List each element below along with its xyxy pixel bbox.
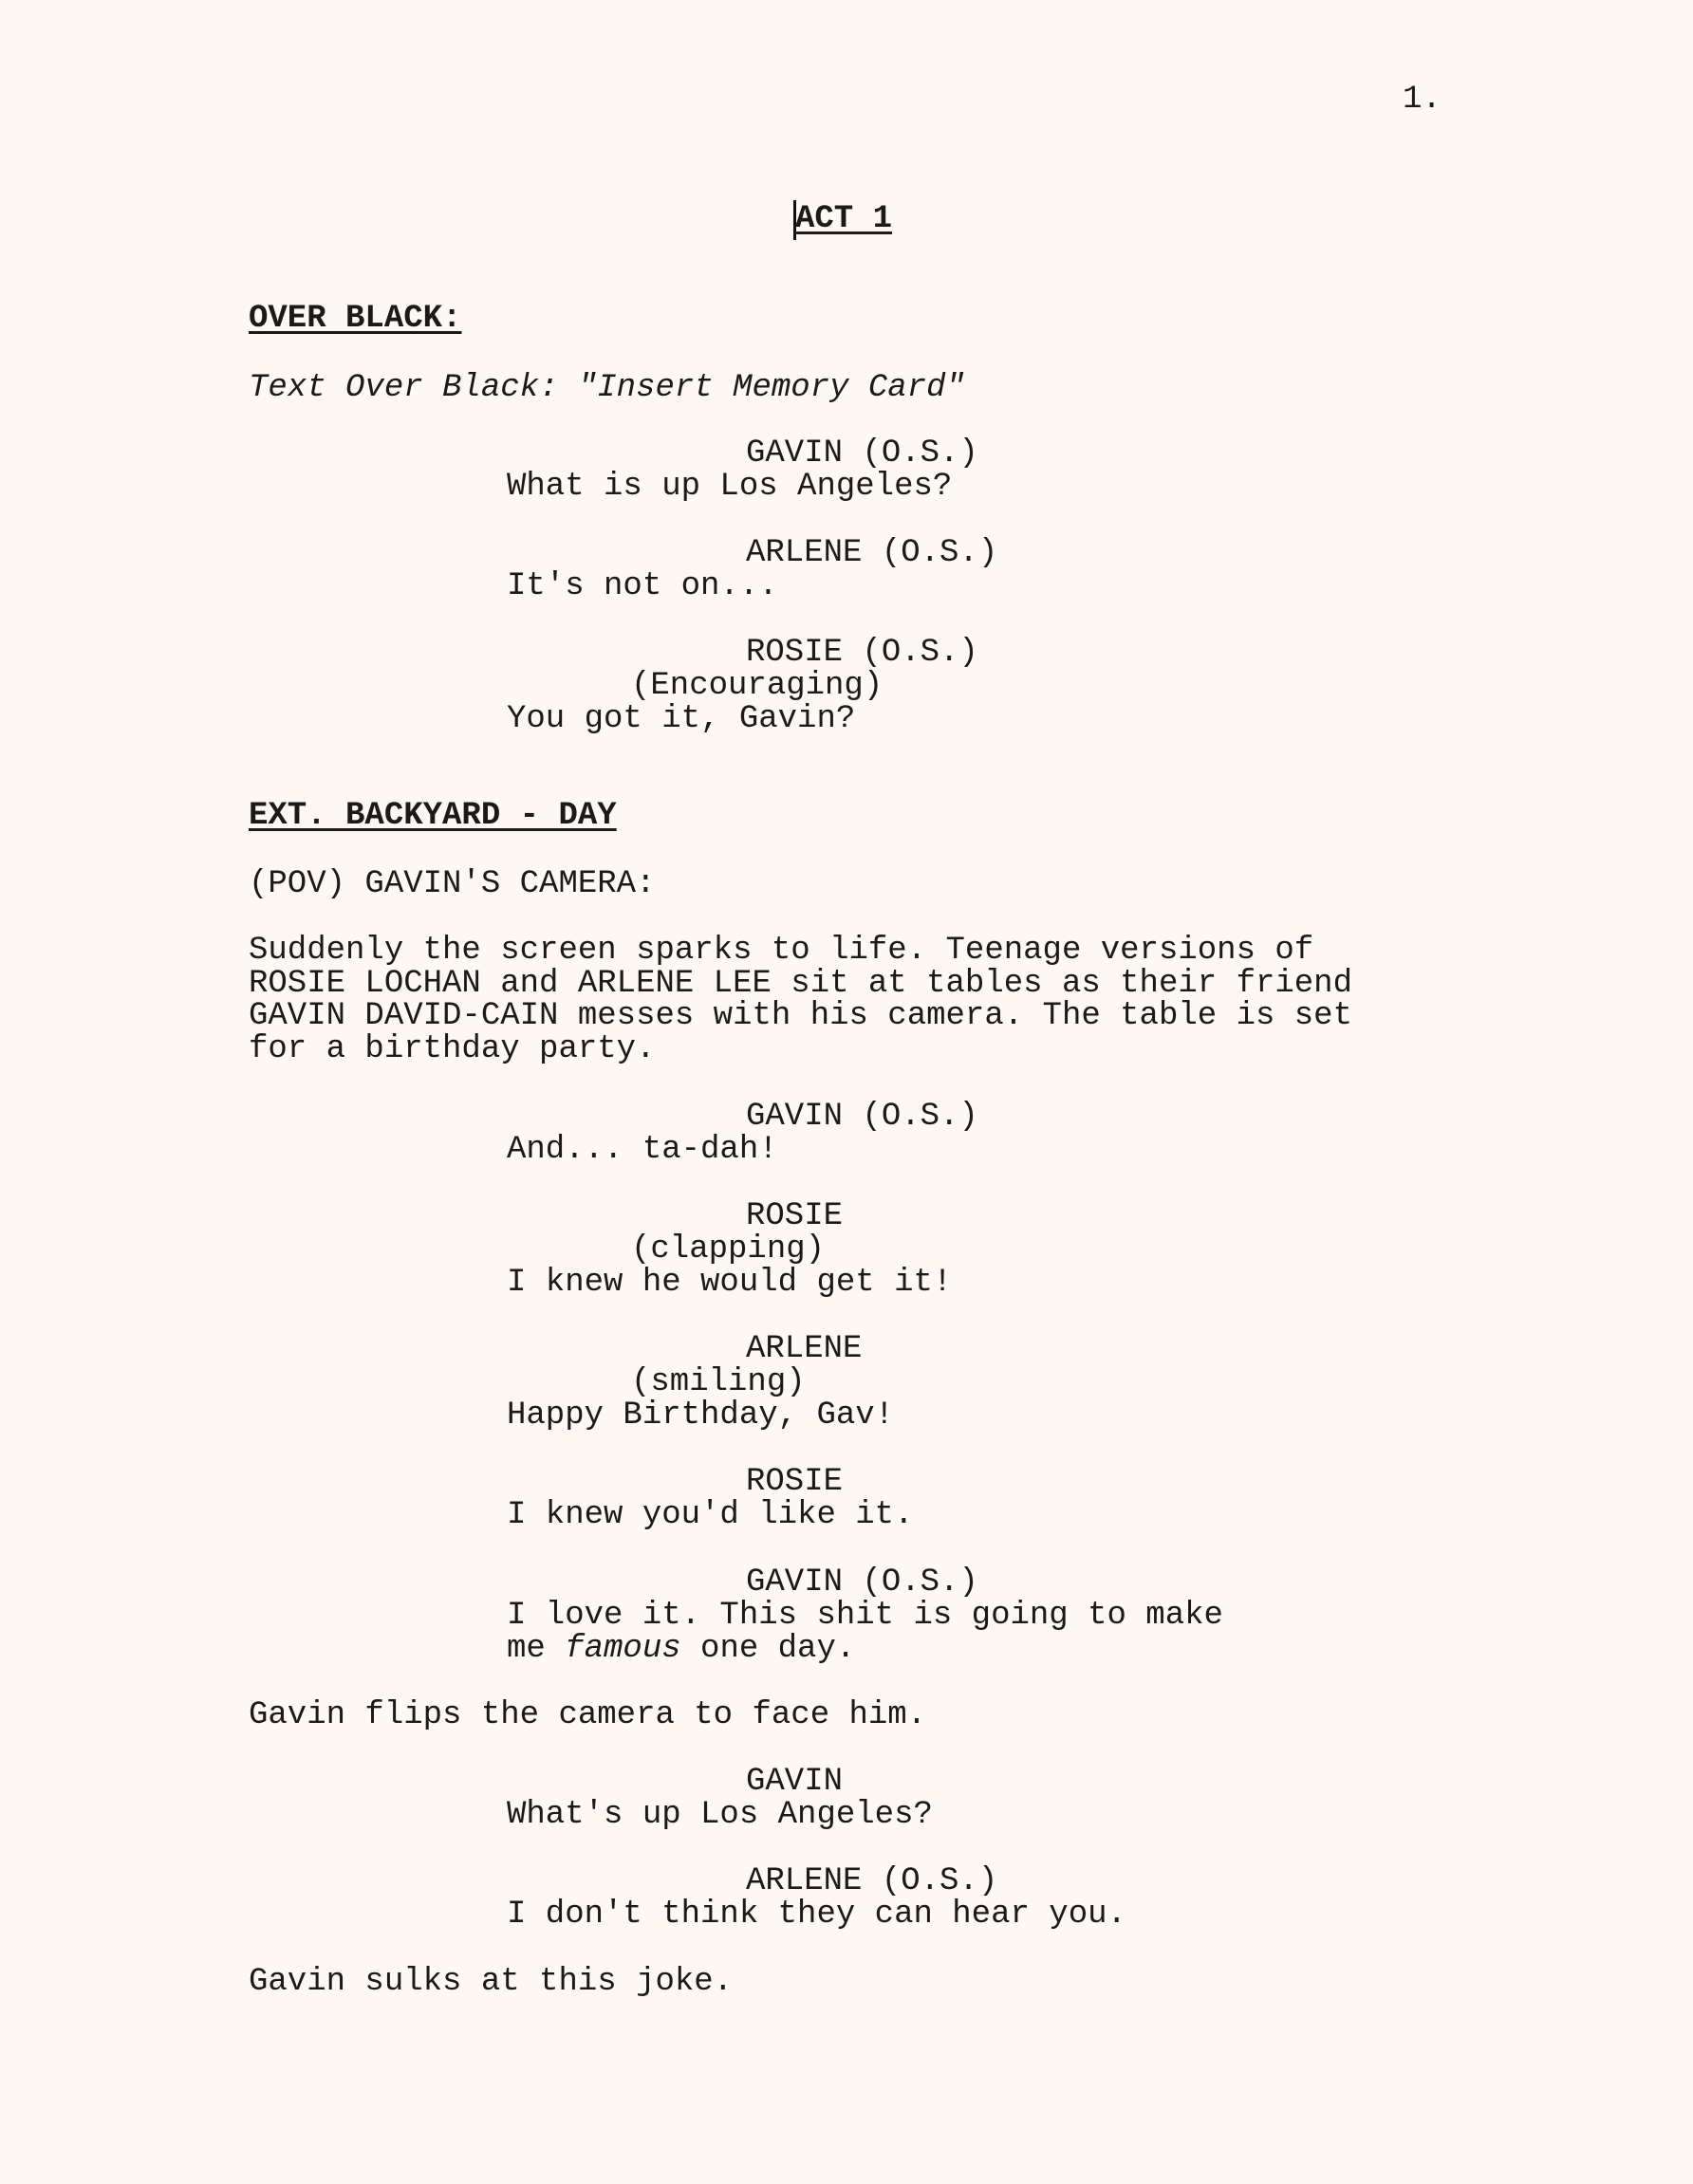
dialogue-text: one day. [680, 1631, 856, 1667]
dialogue-line[interactable]: I love it. This shit is going to make [507, 1598, 1223, 1634]
parenthetical[interactable]: (smiling) [631, 1364, 806, 1400]
dialogue-line[interactable]: I knew you'd like it. [507, 1497, 914, 1533]
page-number: 1. [1403, 82, 1442, 118]
character-name[interactable]: GAVIN (O.S.) [746, 1564, 978, 1601]
scene-heading-over-black[interactable]: OVER BLACK: [249, 301, 462, 337]
dialogue-line[interactable]: Happy Birthday, Gav! [507, 1397, 895, 1434]
character-name[interactable]: ROSIE [746, 1198, 844, 1234]
act-title[interactable]: ACT 1 [795, 201, 893, 237]
dialogue-line[interactable]: You got it, Gavin? [507, 701, 856, 737]
parenthetical[interactable]: (clapping) [631, 1231, 826, 1268]
character-name[interactable]: ROSIE [746, 1464, 844, 1500]
action-line[interactable]: Suddenly the screen sparks to life. Teenage versions of [249, 933, 1314, 969]
character-name[interactable]: GAVIN (O.S.) [746, 435, 978, 472]
dialogue-line[interactable]: What is up Los Angeles? [507, 469, 953, 505]
action-line[interactable]: Gavin flips the camera to face him. [249, 1697, 927, 1733]
action-pov[interactable]: (POV) GAVIN'S CAMERA: [249, 866, 656, 902]
dialogue-line[interactable]: I knew he would get it! [507, 1265, 953, 1301]
character-name[interactable]: ARLENE (O.S.) [746, 535, 998, 571]
character-name[interactable]: GAVIN (O.S.) [746, 1099, 978, 1135]
character-name[interactable]: GAVIN [746, 1764, 844, 1800]
dialogue-line[interactable]: I don't think they can hear you. [507, 1897, 1126, 1933]
action-line[interactable]: for a birthday party. [249, 1031, 656, 1067]
dialogue-line[interactable]: What's up Los Angeles? [507, 1797, 933, 1833]
character-name[interactable]: ARLENE (O.S.) [746, 1863, 998, 1899]
character-name[interactable]: ARLENE [746, 1331, 863, 1367]
action-line[interactable]: Gavin sulks at this joke. [249, 1964, 734, 2000]
action-line[interactable]: GAVIN DAVID-CAIN messes with his camera. The table is set [249, 998, 1352, 1034]
dialogue-text: me [507, 1631, 566, 1667]
character-name[interactable]: ROSIE (O.S.) [746, 635, 978, 671]
action-line[interactable]: ROSIE LOCHAN and ARLENE LEE sit at tables as their friend [249, 966, 1352, 1002]
scene-heading-backyard[interactable]: EXT. BACKYARD - DAY [249, 798, 617, 834]
parenthetical[interactable]: (Encouraging) [631, 668, 884, 704]
dialogue-line[interactable] [507, 1633, 855, 1666]
action-text-over-black[interactable]: Text Over Black: "Insert Memory Card" [249, 370, 965, 406]
dialogue-line[interactable]: And... ta-dah! [507, 1132, 778, 1168]
dialogue-line[interactable]: It's not on... [507, 568, 778, 604]
dialogue-emphasis: famous [565, 1631, 681, 1667]
